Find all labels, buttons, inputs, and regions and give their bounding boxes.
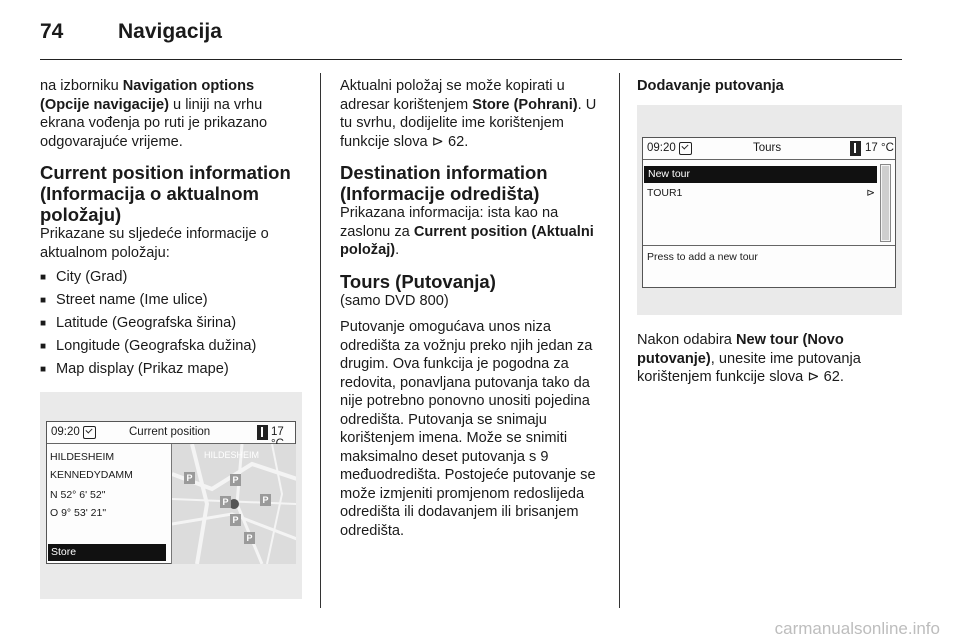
list-item: ■ Map display (Prikaz mape) xyxy=(40,358,302,381)
intro-paragraph: na izborniku Navigation options (Opcije navigacije) u liniji na vrhu ekrana vođenja po ruti je prikazano odgovarajuće vrijeme. xyxy=(40,78,268,150)
temperature-icon xyxy=(257,425,268,440)
temperature-icon xyxy=(850,141,861,156)
tour-name: TOUR1 xyxy=(647,187,683,199)
parking-icon: P xyxy=(184,472,195,484)
clock-icon xyxy=(679,142,692,155)
current-position-screenshot xyxy=(40,392,302,599)
status-bar xyxy=(643,138,895,160)
latitude-value: N 52° 6' 52" xyxy=(50,489,106,501)
city-value: HILDESHEIM xyxy=(50,451,115,463)
list-item: ■ City (Grad) xyxy=(40,266,302,289)
store-paragraph: Aktualni položaj se može kopirati u adresar korištenjem Store (Pohrani). U tu svrhu, dodijelite ime korištenjem funkcije slova ⊳ 62. xyxy=(340,78,597,150)
column-1 xyxy=(40,77,302,381)
time-display: 09:20 xyxy=(51,426,80,438)
arrow-right-icon: ⊳ xyxy=(866,187,875,199)
screen-title: Tours xyxy=(753,142,782,154)
list-item: ■ Street name (Ime ulice) xyxy=(40,289,302,312)
page-ref-icon: ⊳ xyxy=(807,369,820,385)
heading-tours: Tours (Putovanja) xyxy=(340,270,496,292)
map-city-label: HILDESHEIM xyxy=(204,450,260,460)
display-screen xyxy=(642,137,896,288)
clock-icon xyxy=(83,426,96,439)
add-tour-paragraph: Nakon odabira New tour (Novo putovanje), unesite ime putovanja korištenjem funkcije slova ⊳ 62. xyxy=(637,332,861,385)
parking-icon: P xyxy=(230,474,241,486)
store-button[interactable]: Store xyxy=(48,544,166,561)
list-item: ■ Latitude (Geografska širina) xyxy=(40,312,302,335)
temperature-display: 17 °C xyxy=(865,142,894,154)
column-3 xyxy=(637,77,902,96)
heading-current-position: Current position information (Informacija o aktualnom položaju) xyxy=(40,162,291,225)
watermark: carmanualsonline.info xyxy=(774,619,940,638)
display-screen xyxy=(46,421,296,564)
parking-icon: P xyxy=(230,514,241,526)
column-divider xyxy=(320,73,321,608)
heading-destination-info: Destination information (Informacije odredišta) xyxy=(340,162,548,204)
scrollbar-thumb[interactable] xyxy=(882,166,889,240)
status-bar xyxy=(47,422,295,444)
scrollbar[interactable] xyxy=(880,164,891,242)
parking-icon: P xyxy=(220,496,231,508)
temperature-display: 17 xyxy=(271,426,284,438)
add-tour-text xyxy=(637,331,902,387)
parking-icon: P xyxy=(244,532,255,544)
street-value: KENNEDYDAMM xyxy=(50,469,133,481)
list-item: ■ Longitude (Geografska dužina) xyxy=(40,335,302,358)
current-position-body: Prikazane su sljedeće informacije o aktualnom položaju: xyxy=(40,226,269,261)
map-roads xyxy=(172,444,296,564)
page-header xyxy=(40,12,902,60)
status-message: Press to add a new tour xyxy=(647,251,758,263)
destination-paragraph: Prikazana informacija: ista kao na zaslonu za Current position (Aktualni položaj). xyxy=(340,205,594,258)
screen-title: Current position xyxy=(129,426,211,438)
time-display: 09:20 xyxy=(647,142,676,154)
column-2 xyxy=(340,77,605,540)
info-list xyxy=(40,266,302,381)
new-tour-item[interactable]: New tour xyxy=(644,166,877,183)
section-title: Navigacija xyxy=(118,20,222,43)
tour-list-item[interactable] xyxy=(647,187,879,199)
tours-note: (samo DVD 800) xyxy=(340,292,449,309)
page-ref-icon: ⊳ xyxy=(431,133,444,150)
longitude-value: O 9° 53' 21" xyxy=(50,507,107,519)
tours-paragraph: Putovanje omogućava unos niza odredišta za vožnju preko njih jedan za drugim. Ova funkcija je pogodna za redovita, ponavljana putovanja tako da nije potrebno ponovno unositi pojedina odredišta. Putovanja se snimaju korištenjem imena. Može se snimiti maksimalno deset putovanja s 9 međuodredišta. Postojeće putovanje se može izmjeniti promjenom redoslijeda odredišta ili dodavanjem ili brisanjem odredišta. xyxy=(340,319,596,539)
heading-add-tour: Dodavanje putovanja xyxy=(637,78,784,94)
parking-icon: P xyxy=(260,494,271,506)
page-number: 74 xyxy=(40,20,64,43)
status-divider xyxy=(643,245,895,246)
column-divider xyxy=(619,73,620,608)
map-display[interactable] xyxy=(171,444,296,564)
tours-screenshot xyxy=(637,105,902,315)
